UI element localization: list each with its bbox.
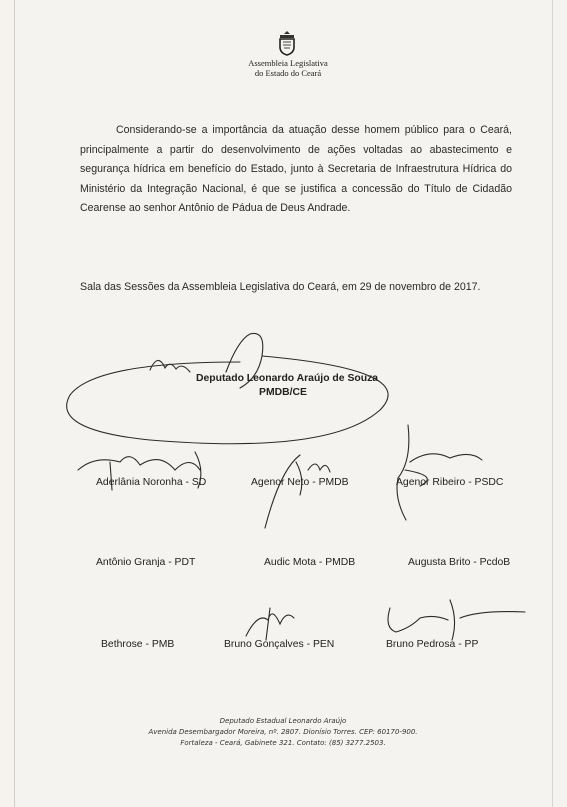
session-date-paragraph: Sala das Sessões da Assembleia Legislativa do Ceará, em 29 de novembro de 2017.	[80, 281, 481, 293]
signature-bruno-pedrosa	[388, 600, 525, 640]
justification-paragraph: Considerando-se a importância da atuação desse homem público para o Ceará, principalmente a partir do desenvolvimento de ações voltadas ao abastecimento e segurança hídrica em benefício do Estado, junto à Secretaria de Infraestrutura Hídrica do Ministério da Integração Nacional, é que se justifica a concessão do Título de Cidadão Cearense ao senhor Antônio de Pádua de Deus Andrade.	[80, 124, 512, 214]
signatory-audic-mota: Audic Mota - PMDB	[264, 557, 356, 568]
lead-signatory-block	[196, 372, 379, 400]
signatory-bruno-goncalves: Bruno Gonçalves - PEN	[224, 639, 335, 650]
page-edge-right	[552, 0, 553, 807]
signatory-agenor-ribeiro: Agenor Ribeiro - PSDC	[396, 477, 504, 488]
signatory-augusta-brito: Augusta Brito - PcdoB	[408, 557, 511, 568]
signature-agenor-neto	[265, 455, 330, 528]
footer-line3: Fortaleza - Ceará, Gabinete 321. Contato: (85) 3277.2503.	[180, 739, 386, 747]
lead-signatory-party: PMDB/CE	[259, 387, 307, 398]
address-footer	[120, 716, 446, 749]
signatory-bethrose: Bethrose - PMB	[101, 639, 175, 650]
lead-signatory-name: Deputado Leonardo Araújo de Souza	[196, 373, 379, 384]
signatory-agenor-neto: Agenor Neto - PMDB	[251, 477, 349, 488]
institution-header	[200, 58, 376, 78]
signatory-antonio-granja: Antônio Granja - PDT	[96, 557, 196, 568]
signature-bruno-goncalves	[246, 608, 294, 640]
footer-line1: Deputado Estadual Leonardo Araújo	[219, 717, 347, 725]
signatory-aderlania: Aderlânia Noronha - SD	[96, 477, 207, 488]
footer-line2: Avenida Desembargador Moreira, nº. 2807. Dionísio Torres. CEP: 60170-900.	[148, 728, 418, 736]
page-edge-left	[14, 0, 15, 807]
institution-name-line1: Assembleia Legislativa	[248, 58, 328, 68]
lead-signature-mark	[150, 360, 190, 372]
institution-name-line2: do Estado do Ceará	[254, 68, 322, 78]
signatory-bruno-pedrosa: Bruno Pedrosa - PP	[386, 639, 479, 650]
signature-agenor-ribeiro	[397, 425, 482, 520]
state-crest-icon	[277, 30, 297, 56]
